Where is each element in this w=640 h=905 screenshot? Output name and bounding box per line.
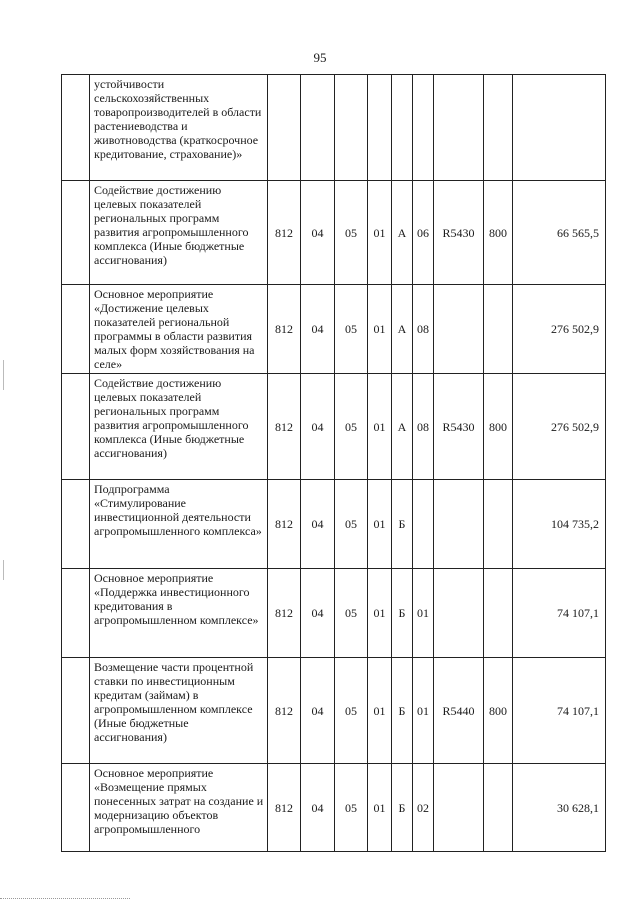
- description-cell: устойчивости сельскохозяйственных товаропроизводителей в области растениеводства и животноводства (краткосрочное кредитование, страхование)»: [90, 75, 268, 181]
- section-cell: 04: [301, 764, 335, 852]
- row-number-cell: [62, 480, 90, 569]
- table-row: [62, 569, 606, 658]
- expense-type-cell: [484, 285, 513, 374]
- description-cell: Подпрограмма «Стимулирование инвестиционной деятельности агропромышленного комплекса»: [90, 480, 268, 569]
- subprogram-cell: Б: [392, 569, 413, 658]
- program-cell: 01: [368, 569, 392, 658]
- event-cell: [413, 75, 434, 181]
- table-row: [62, 75, 606, 181]
- amount-cell: 276 502,9: [513, 374, 606, 480]
- row-number-cell: [62, 285, 90, 374]
- event-cell: 02: [413, 764, 434, 852]
- program-cell: 01: [368, 764, 392, 852]
- subprogram-cell: [392, 75, 413, 181]
- section-cell: 04: [301, 658, 335, 764]
- direction-cell: R5430: [434, 181, 484, 285]
- expense-type-cell: 800: [484, 374, 513, 480]
- ministry-cell: 812: [268, 374, 301, 480]
- page-number: 95: [313, 50, 327, 65]
- amount-cell: 66 565,5: [513, 181, 606, 285]
- subsection-cell: 05: [335, 764, 368, 852]
- amount-cell: 30 628,1: [513, 764, 606, 852]
- amount-cell: 74 107,1: [513, 658, 606, 764]
- expense-type-cell: [484, 569, 513, 658]
- table-row: [62, 374, 606, 480]
- direction-cell: [434, 75, 484, 181]
- subprogram-cell: А: [392, 181, 413, 285]
- program-cell: [368, 75, 392, 181]
- subsection-cell: 05: [335, 480, 368, 569]
- direction-cell: [434, 764, 484, 852]
- description-cell: Содействие достижению целевых показателей региональных программ развития агропромышленного комплекса (Иные бюджетные ассигнования): [90, 181, 268, 285]
- description-cell: Основное мероприятие «Поддержка инвестиционного кредитования в агропромышленном комплексе»: [90, 569, 268, 658]
- ministry-cell: 812: [268, 569, 301, 658]
- program-cell: 01: [368, 374, 392, 480]
- event-cell: 08: [413, 285, 434, 374]
- subsection-cell: 05: [335, 374, 368, 480]
- table-row: [62, 764, 606, 852]
- amount-cell: 74 107,1: [513, 569, 606, 658]
- row-number-cell: [62, 181, 90, 285]
- program-cell: 01: [368, 480, 392, 569]
- section-cell: 04: [301, 285, 335, 374]
- expense-type-cell: [484, 480, 513, 569]
- section-cell: 04: [301, 181, 335, 285]
- subprogram-cell: А: [392, 285, 413, 374]
- program-cell: 01: [368, 285, 392, 374]
- row-number-cell: [62, 374, 90, 480]
- ministry-cell: 812: [268, 181, 301, 285]
- ministry-cell: 812: [268, 480, 301, 569]
- table-row: [62, 480, 606, 569]
- expense-type-cell: 800: [484, 181, 513, 285]
- amount-cell: [513, 75, 606, 181]
- program-cell: 01: [368, 658, 392, 764]
- ministry-cell: 812: [268, 764, 301, 852]
- subprogram-cell: Б: [392, 480, 413, 569]
- subsection-cell: 05: [335, 569, 368, 658]
- section-cell: 04: [301, 480, 335, 569]
- subsection-cell: 05: [335, 658, 368, 764]
- subsection-cell: 05: [335, 285, 368, 374]
- table-row: [62, 285, 606, 374]
- row-number-cell: [62, 75, 90, 181]
- budget-table: [61, 74, 606, 852]
- event-cell: 01: [413, 569, 434, 658]
- event-cell: 01: [413, 658, 434, 764]
- row-number-cell: [62, 569, 90, 658]
- expense-type-cell: [484, 764, 513, 852]
- footer-rule: [0, 898, 130, 900]
- expense-type-cell: 800: [484, 658, 513, 764]
- row-number-cell: [62, 764, 90, 852]
- table-row: [62, 658, 606, 764]
- direction-cell: [434, 285, 484, 374]
- event-cell: 06: [413, 181, 434, 285]
- section-cell: [301, 75, 335, 181]
- ministry-cell: 812: [268, 658, 301, 764]
- description-cell: Основное мероприятие «Возмещение прямых понесенных затрат на создание и модернизацию объектов агропромышленного: [90, 764, 268, 852]
- amount-cell: 276 502,9: [513, 285, 606, 374]
- ministry-cell: [268, 75, 301, 181]
- program-cell: 01: [368, 181, 392, 285]
- subprogram-cell: Б: [392, 764, 413, 852]
- description-cell: Возмещение части процентной ставки по инвестиционным кредитам (займам) в агропромышленном комплексе (Иные бюджетные ассигнования): [90, 658, 268, 764]
- direction-cell: R5430: [434, 374, 484, 480]
- table-row: [62, 181, 606, 285]
- direction-cell: [434, 569, 484, 658]
- subprogram-cell: Б: [392, 658, 413, 764]
- section-cell: 04: [301, 374, 335, 480]
- event-cell: [413, 480, 434, 569]
- description-cell: Основное мероприятие «Достижение целевых показателей региональной программы в области развития малых форм хозяйствования на селе»: [90, 285, 268, 374]
- direction-cell: [434, 480, 484, 569]
- description-cell: Содействие достижению целевых показателей региональных программ развития агропромышленного комплекса (Иные бюджетные ассигнования): [90, 374, 268, 480]
- direction-cell: R5440: [434, 658, 484, 764]
- event-cell: 08: [413, 374, 434, 480]
- row-number-cell: [62, 658, 90, 764]
- subsection-cell: 05: [335, 181, 368, 285]
- expense-type-cell: [484, 75, 513, 181]
- amount-cell: 104 735,2: [513, 480, 606, 569]
- scan-margin-mark: [3, 360, 4, 390]
- scan-margin-mark: [3, 560, 4, 580]
- subsection-cell: [335, 75, 368, 181]
- subprogram-cell: А: [392, 374, 413, 480]
- ministry-cell: 812: [268, 285, 301, 374]
- section-cell: 04: [301, 569, 335, 658]
